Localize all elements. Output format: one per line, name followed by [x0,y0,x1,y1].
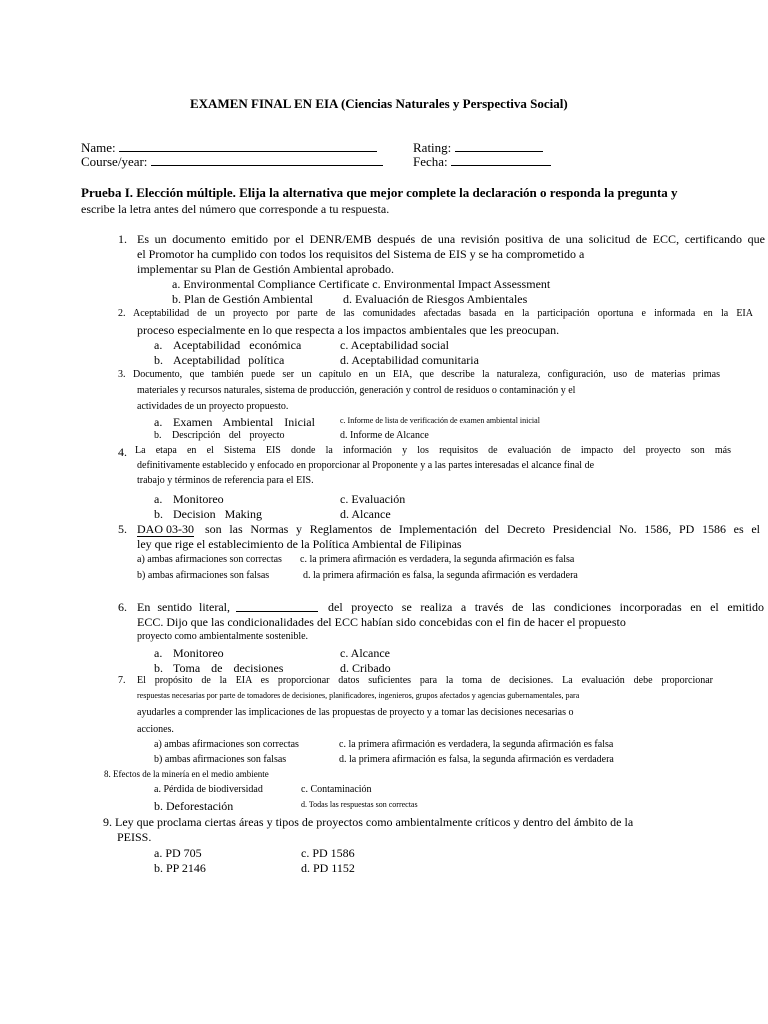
q9-option-d: d. PD 1152 [301,861,355,875]
q6-number: 6. [118,600,127,614]
q3-line-1: Documento, que también puede ser un capítulo en un EIA, que describe la naturaleza, configuración, uso de materias primas [133,369,720,380]
course-blank [151,154,383,166]
q6-option-d: d. Cribado [340,661,391,675]
q2-option-b-letter: b. [154,353,163,367]
q7-option-c: c. la primera afirmación es verdadera, la segunda afirmación es falsa [339,739,614,750]
fecha-blank [451,154,551,166]
q4-option-a: Monitoreo [173,492,224,506]
q3-option-a-letter: a. [154,415,163,429]
q6-option-b-letter: b. [154,661,163,675]
q5-line-1: son las Normas y Reglamentos de Implementación del Decreto Presidencial No. 1586, PD 1586 es el [205,522,760,536]
q2-option-d: d. Aceptabilidad comunitaria [340,353,479,367]
q9-option-c: c. PD 1586 [301,846,355,860]
q5-number: 5. [118,522,127,536]
q8-option-b: b. Deforestación [154,799,234,813]
q2-number: 2. [118,308,126,319]
q4-option-d: d. Alcance [340,507,391,521]
q4-line-2: definitivamente establecido y enfocado en proporcionar al Proponente y a las partes interesadas el alcance final de [137,460,595,471]
course-field [81,154,383,168]
q8-option-a: a. Pérdida de biodiversidad [154,784,263,795]
q5-option-b: b) ambas afirmaciones son falsas [137,570,270,581]
q4-line-3: trabajo y términos de referencia para el EIS. [137,475,314,486]
course-label: Course/year: [81,154,148,169]
q6-line-1-start: En sentido literal, [137,600,230,614]
q9-option-a: a. PD 705 [154,846,202,860]
q4-option-a-letter: a. [154,492,163,506]
name-field [81,140,377,154]
part-label: Prueba I. Elección múltiple. [81,185,236,200]
q7-option-a: a) ambas afirmaciones son correctas [154,739,299,750]
q2-option-a: Aceptabilidad económica [173,338,302,352]
q2-line-1: Aceptabilidad de un proyecto por parte de las comunidades afectadas basada en la participación oportuna e informada en la EIA [133,308,753,319]
name-label: Name: [81,140,116,155]
q3-option-b: Descripción del proyecto [172,430,285,441]
q1-option-b: b. Plan de Gestión Ambiental [172,292,313,306]
name-blank [119,140,377,152]
q4-option-b-letter: b. [154,507,163,521]
q6-option-b: Toma de decisiones [173,661,284,675]
q2-line-2: proceso especialmente en lo que respecta a los impactos ambientales que les preocupan. [137,323,560,337]
q3-option-d: d. Informe de Alcance [340,430,429,441]
rating-field [413,140,543,154]
rating-blank [455,140,543,152]
q5-option-c: c. la primera afirmación es verdadera, la segunda afirmación es falsa [300,554,575,565]
q7-line-3: ayudarles a comprender las implicaciones de las propuestas de proyecto y a tomar las decisiones necesarias o [137,707,574,718]
fecha-field [413,154,551,168]
q9-option-b: b. PP 2146 [154,861,206,875]
q6-option-a: Monitoreo [173,646,224,660]
q5-option-a: a) ambas afirmaciones son correctas [137,554,282,565]
q7-option-b: b) ambas afirmaciones son falsas [154,754,287,765]
q2-option-b: Aceptabilidad política [173,353,285,367]
q3-line-3: actividades de un proyecto propuesto. [137,401,289,412]
q8-option-c: c. Contaminación [301,784,372,795]
q7-line-2: respuestas necesarias por parte de tomadores de decisiones, planificadores, ingenieros, grupos afectados y agencias gubernamentales, para [137,691,580,700]
instructions-text: Elija la alternativa que mejor complete la declaración o responda la pregunta y [239,185,678,200]
q6-option-c: c. Alcance [340,646,390,660]
q8-line-1: 8. Efectos de la minería en el medio ambiente [104,769,269,779]
q5-dao: DAO 03-30 [137,522,194,536]
q7-number: 7. [118,675,126,686]
q1-line-3: implementar su Plan de Gestión Ambiental aprobado. [137,262,394,276]
q9-line-1: 9. Ley que proclama ciertas áreas y tipos de proyectos como ambientalmente críticos y dentro del ámbito de la [103,815,634,829]
q7-line-1: El propósito de la EIA es proporcionar datos suficientes para la toma de decisiones. La evaluación debe proporcionar [137,675,713,686]
instructions-line-1 [81,186,678,199]
q8-option-d: d. Todas las respuestas son correctas [301,800,418,809]
exam-title: EXAMEN FINAL EN EIA (Ciencias Naturales y Perspectiva Social) [190,96,568,111]
rating-label: Rating: [413,140,452,155]
q9-line-2: PEISS. [117,830,152,844]
q3-line-2: materiales y recursos naturales, sistema de producción, generación y control de residuos o contaminación y el [137,385,576,396]
q2-option-a-letter: a. [154,338,163,352]
instructions-line-2: escribe la letra antes del número que corresponde a tu respuesta. [81,202,390,216]
q1-line-1: Es un documento emitido por el DENR/EMB después de una revisión positiva de una solicitud de ECC, certificando que [137,232,765,246]
q7-option-d: d. la primera afirmación es falsa, la segunda afirmación es verdadera [339,754,614,765]
q7-line-4: acciones. [137,724,174,735]
fecha-label: Fecha: [413,154,448,169]
q5-dao-label [137,523,194,535]
q3-number: 3. [118,369,126,380]
q1-options-a-c: a. Environmental Compliance Certificate c. Environmental Impact Assessment [172,277,551,291]
q2-option-c: c. Aceptabilidad social [340,338,449,352]
q1-line-2: el Promotor ha cumplido con todos los requisitos del Sistema de EIS y se ha comprometido a [137,247,585,261]
q1-number: 1. [118,232,127,246]
q6-line-3: proyecto como ambientalmente sostenible. [137,631,309,642]
q6-blank [236,601,318,614]
q4-number: 4. [118,445,127,459]
q3-option-b-letter: b. [154,430,162,441]
q3-option-a: Examen Ambiental Inicial [173,415,315,429]
q6-option-a-letter: a. [154,646,163,660]
q6-line-1: del proyecto se realiza a través de las condiciones incorporadas en el emitido [328,600,764,614]
q6-answer-blank [236,601,318,612]
q5-line-2: ley que rige el establecimiento de la Política Ambiental de Filipinas [137,537,462,551]
q4-option-b: Decision Making [173,507,262,521]
q1-option-d: d. Evaluación de Riesgos Ambientales [343,292,528,306]
q3-option-c: c. Informe de lista de verificación de examen ambiental inicial [340,416,540,425]
q4-line-1: La etapa en el Sistema EIS donde la información y los requisitos de evaluación de impacto del proyecto son más [135,445,731,456]
q5-option-d: d. la primera afirmación es falsa, la segunda afirmación es verdadera [303,570,578,581]
q6-line-2: ECC. Dijo que las condicionalidades del ECC habían sido concebidas con el fin de hacer el propuesto [137,615,626,629]
q4-option-c: c. Evaluación [340,492,406,506]
